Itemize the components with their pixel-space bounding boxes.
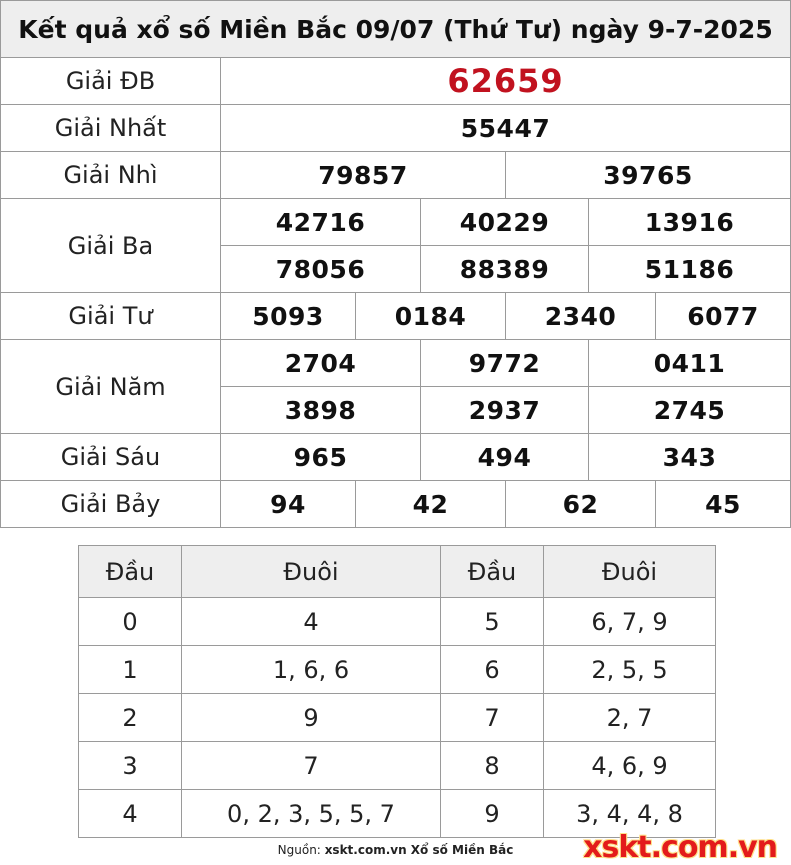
- prize-number: 88389: [421, 246, 589, 293]
- loto-duoi: 2, 7: [544, 694, 716, 742]
- loto-dau: 7: [441, 694, 544, 742]
- prize-number: 79857: [221, 152, 506, 199]
- loto-duoi: 2, 5, 5: [544, 646, 716, 694]
- loto-row: [79, 646, 716, 694]
- prize-row-nam: [1, 340, 791, 387]
- loto-row: [79, 598, 716, 646]
- loto-header-dau: Đầu: [79, 546, 182, 598]
- prize-number: 13916: [589, 199, 791, 246]
- loto-dau: 5: [441, 598, 544, 646]
- prize-number: 2704: [221, 340, 421, 387]
- prize-label: Giải Tư: [1, 293, 221, 340]
- loto-dau: 6: [441, 646, 544, 694]
- loto-header-duoi: Đuôi: [544, 546, 716, 598]
- prize-number: 965: [221, 434, 421, 481]
- loto-duoi: 9: [182, 694, 441, 742]
- prize-row-db: [1, 58, 791, 105]
- prize-number: 45: [656, 481, 791, 528]
- loto-duoi: 4: [182, 598, 441, 646]
- source-prefix: Nguồn:: [277, 843, 321, 857]
- loto-header-duoi: Đuôi: [182, 546, 441, 598]
- prize-number: 494: [421, 434, 589, 481]
- prize-row-bay: [1, 481, 791, 528]
- results-title: Kết quả xổ số Miền Bắc 09/07 (Thứ Tư) ngày 9-7-2025: [1, 1, 791, 58]
- prize-row-ba: [1, 199, 791, 246]
- prize-number: 9772: [421, 340, 589, 387]
- loto-header-row: [79, 546, 716, 598]
- prize-number: 55447: [221, 105, 791, 152]
- prize-number: 3898: [221, 387, 421, 434]
- prize-label: Giải Năm: [1, 340, 221, 434]
- prize-number: 42716: [221, 199, 421, 246]
- prize-row-nhat: [1, 105, 791, 152]
- loto-dau: 8: [441, 742, 544, 790]
- loto-dau: 1: [79, 646, 182, 694]
- prize-row-tu: [1, 293, 791, 340]
- site-logo: xskt.com.vn: [583, 830, 777, 865]
- prize-number: 5093: [221, 293, 356, 340]
- loto-dau: 2: [79, 694, 182, 742]
- loto-duoi: 6, 7, 9: [544, 598, 716, 646]
- prize-number: 39765: [506, 152, 791, 199]
- loto-dau: 0: [79, 598, 182, 646]
- prize-number: 78056: [221, 246, 421, 293]
- prize-label: Giải Sáu: [1, 434, 221, 481]
- source-text: xskt.com.vn Xổ số Miền Bắc: [324, 843, 514, 857]
- prize-number: 0411: [589, 340, 791, 387]
- special-prize-number: 62659: [221, 58, 791, 105]
- loto-dau: 4: [79, 790, 182, 838]
- loto-duoi: 0, 2, 3, 5, 5, 7: [182, 790, 441, 838]
- prize-number: 2745: [589, 387, 791, 434]
- loto-table: [78, 545, 716, 838]
- loto-duoi: 4, 6, 9: [544, 742, 716, 790]
- loto-duoi: 7: [182, 742, 441, 790]
- prize-label: Giải Bảy: [1, 481, 221, 528]
- prize-number: 2340: [506, 293, 656, 340]
- prize-label: Giải Ba: [1, 199, 221, 293]
- prize-label: Giải Nhì: [1, 152, 221, 199]
- prize-number: 62: [506, 481, 656, 528]
- prize-number: 2937: [421, 387, 589, 434]
- prize-number: 0184: [356, 293, 506, 340]
- prize-number: 94: [221, 481, 356, 528]
- loto-row: [79, 742, 716, 790]
- prize-number: 6077: [656, 293, 791, 340]
- prize-number: 42: [356, 481, 506, 528]
- prize-row-nhi: [1, 152, 791, 199]
- loto-dau: 3: [79, 742, 182, 790]
- loto-duoi: 1, 6, 6: [182, 646, 441, 694]
- loto-dau: 9: [441, 790, 544, 838]
- prize-label: Giải Nhất: [1, 105, 221, 152]
- prize-number: 51186: [589, 246, 791, 293]
- loto-row: [79, 694, 716, 742]
- loto-header-dau: Đầu: [441, 546, 544, 598]
- prize-label: Giải ĐB: [1, 58, 221, 105]
- prize-number: 343: [589, 434, 791, 481]
- prize-number: 40229: [421, 199, 589, 246]
- loto-duoi: 3, 4, 4, 8: [544, 790, 716, 838]
- prize-row-sau: [1, 434, 791, 481]
